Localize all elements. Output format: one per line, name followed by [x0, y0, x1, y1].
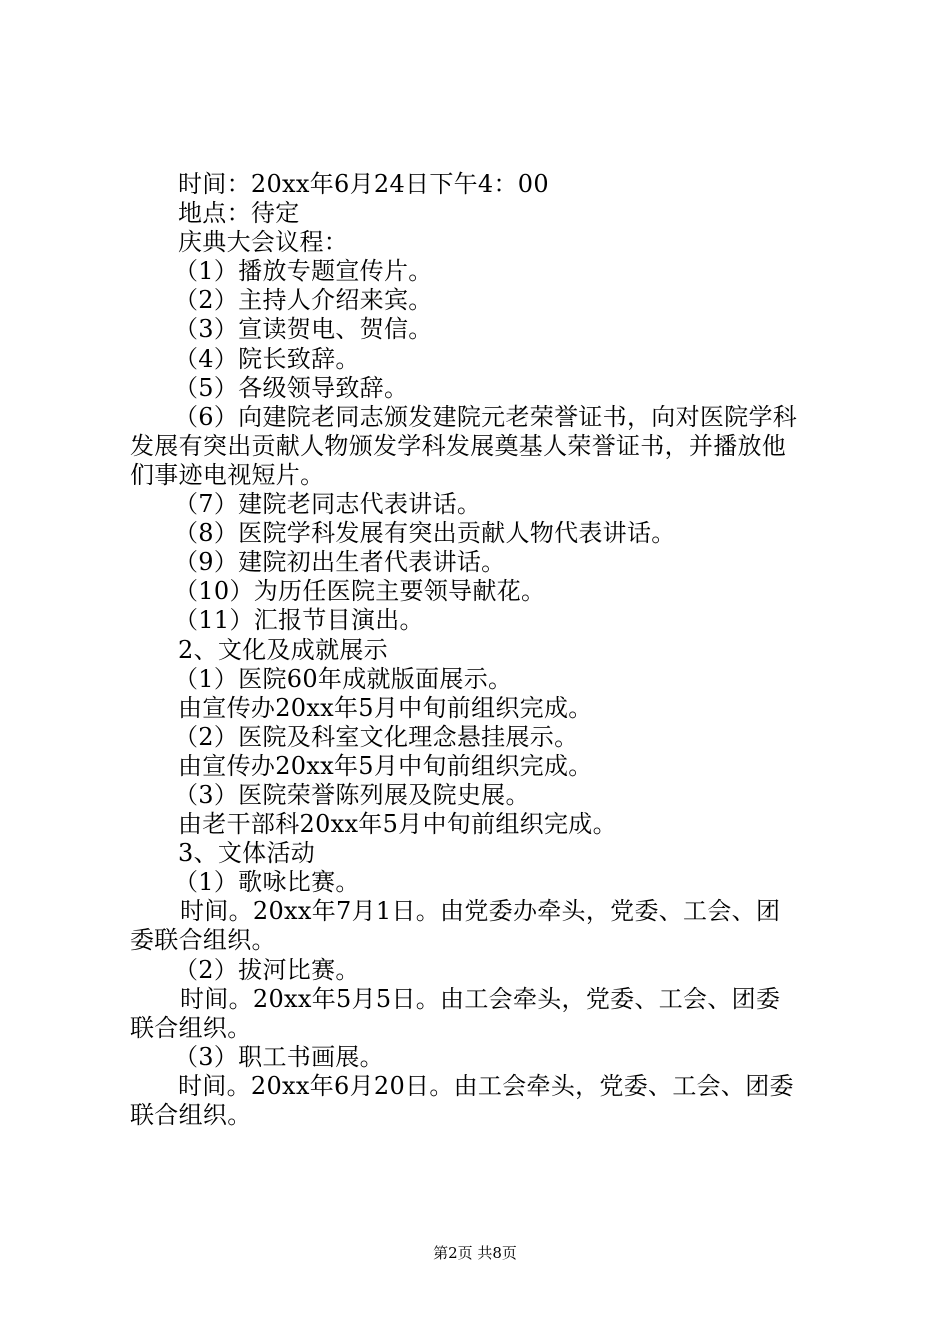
section-item: （2）拔河比赛。 [174, 955, 360, 984]
agenda-item: （2）主持人介绍来宾。 [174, 286, 433, 315]
agenda-item: （4）院长致辞。 [174, 344, 360, 373]
section-item-detail: 时间。20xx年5月5日。由工会牵头，党委、工会、团委 [180, 984, 781, 1013]
section-item-detail: 时间。20xx年7月1日。由党委办牵头，党委、工会、团 [180, 897, 781, 926]
section-heading: 3、文体活动 [178, 839, 316, 868]
section-item: （3）医院荣誉陈列展及院史展。 [174, 780, 530, 809]
section-item-detail-continuation: 委联合组织。 [130, 926, 276, 955]
agenda-item: （9）建院初出生者代表讲话。 [174, 548, 506, 577]
page-number-footer: 第2页 共8页 [433, 1244, 517, 1262]
section-item-detail: 由宣传办20xx年5月中旬前组织完成。 [178, 751, 593, 780]
agenda-heading: 庆典大会议程： [178, 228, 349, 257]
section-item: （2）医院及科室文化理念悬挂展示。 [174, 722, 579, 751]
section-item-detail: 由宣传办20xx年5月中旬前组织完成。 [178, 693, 593, 722]
agenda-item: （3）宣读贺电、贺信。 [174, 315, 433, 344]
section-item: （1）歌咏比赛。 [174, 868, 360, 897]
section-item-detail: 由老干部科20xx年5月中旬前组织完成。 [178, 810, 617, 839]
section-item-detail-continuation: 联合组织。 [130, 1013, 252, 1042]
section-item-detail: 时间。20xx年6月20日。由工会牵头，党委、工会、团委 [178, 1071, 794, 1100]
section-heading: 2、文化及成就展示 [178, 635, 388, 664]
agenda-item-continuation: 们事迹电视短片。 [130, 460, 325, 489]
document-body [130, 170, 835, 1130]
section-item-detail-continuation: 联合组织。 [130, 1101, 252, 1129]
section-item: （3）职工书画展。 [174, 1042, 384, 1071]
agenda-item: （8）医院学科发展有突出贡献人物代表讲话。 [174, 519, 676, 548]
agenda-item: （6）向建院老同志颁发建院元老荣誉证书，向对医院学科 [174, 402, 798, 431]
agenda-item: （5）各级领导致辞。 [174, 373, 409, 402]
agenda-item: （7）建院老同志代表讲话。 [174, 490, 482, 519]
meeting-location-line: 地点：待定 [178, 199, 300, 228]
meeting-time-line: 时间：20xx年6月24日下午4：00 [178, 170, 549, 198]
section-item: （1）医院60年成就版面展示。 [174, 664, 513, 693]
agenda-item-continuation: 发展有突出贡献人物颁发学科发展奠基人荣誉证书，并播放他 [130, 431, 787, 460]
agenda-item: （11）汇报节目演出。 [174, 606, 424, 635]
agenda-item: （10）为历任医院主要领导献花。 [174, 577, 546, 606]
agenda-item: （1）播放专题宣传片。 [174, 257, 433, 286]
